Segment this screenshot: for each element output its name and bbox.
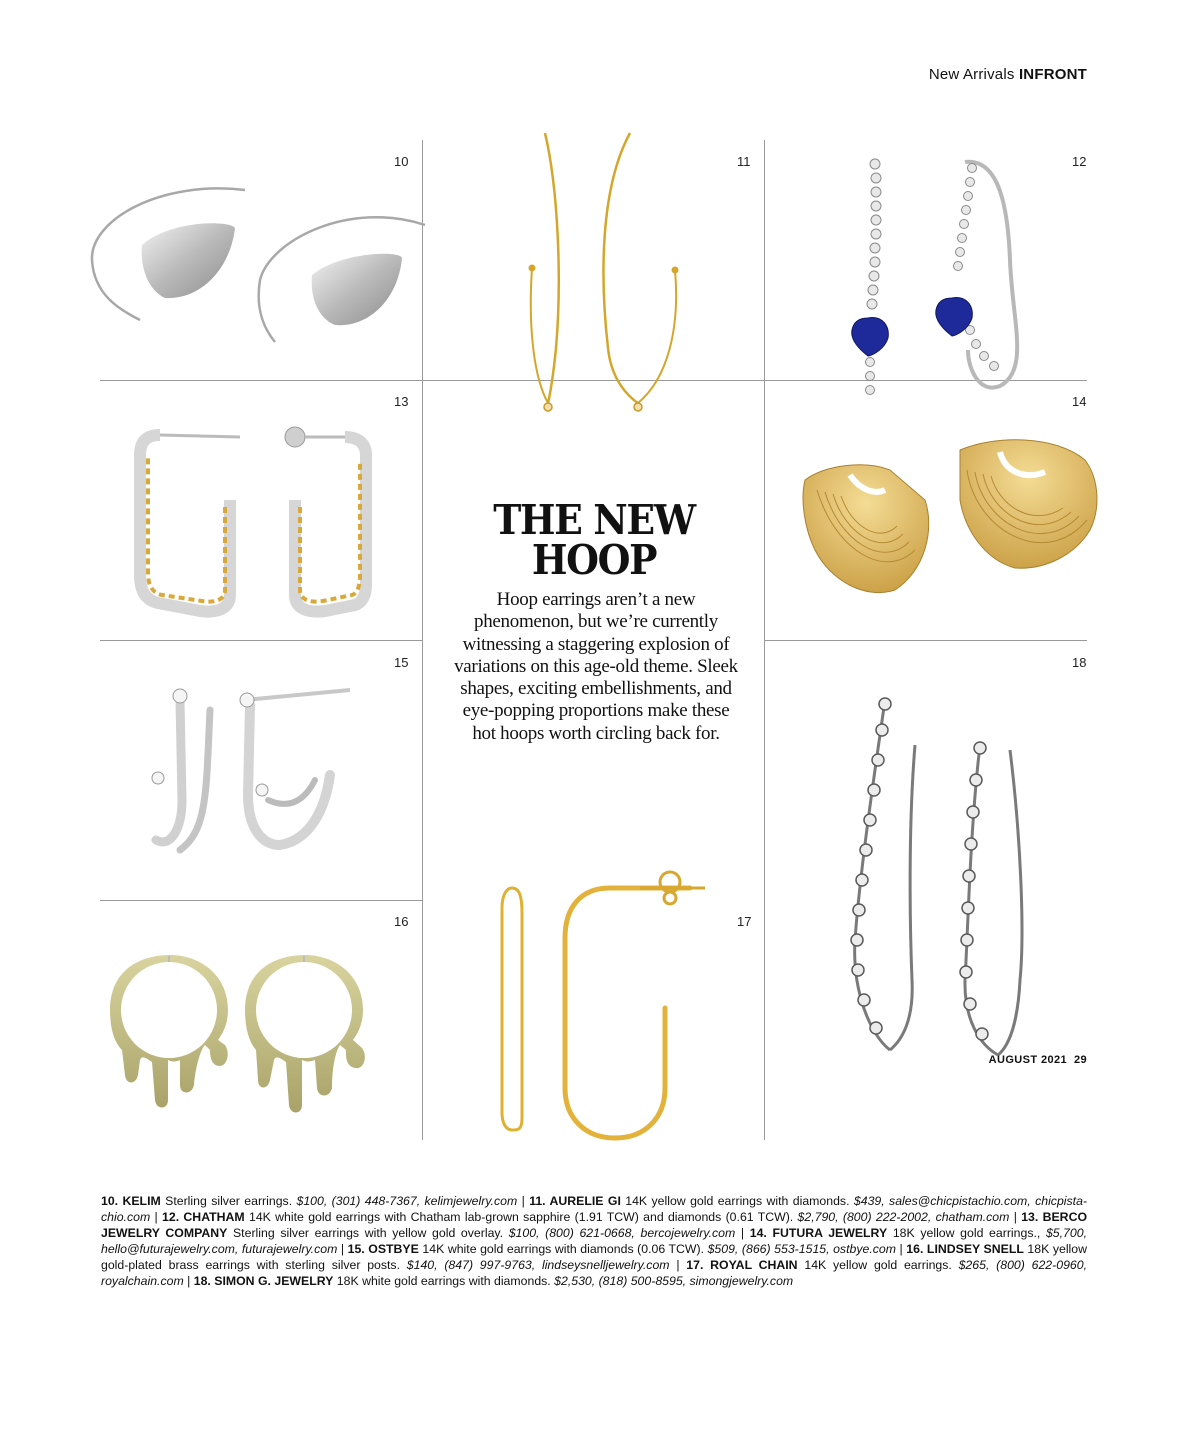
credit-description: Sterling silver earrings.	[160, 1194, 297, 1208]
item-number-13: 13	[394, 394, 409, 409]
item-number-15: 15	[394, 655, 409, 670]
credit-info: $509, (866) 553-1515, ostbye.com	[707, 1242, 896, 1256]
feature-title-line1: THE NEW	[493, 496, 695, 544]
credit-info: $100, (301) 448-7367, kelimjewelry.com	[296, 1194, 518, 1208]
credit-entry	[162, 1210, 1009, 1224]
grid-divider	[765, 640, 1087, 641]
credit-description: 18K yellow gold-plated brass earrings with sterling silver posts.	[101, 1242, 1088, 1272]
earring-image-13	[130, 415, 390, 625]
credit-info: $439, sales@chicpistachio.com, chicpista-chio.com	[101, 1194, 1088, 1224]
credit-brand: 17. ROYAL CHAIN	[686, 1258, 798, 1272]
folio-issue: AUGUST 2021	[988, 1054, 1068, 1066]
credit-brand: 16. LINDSEY SNELL	[906, 1242, 1024, 1256]
grid-divider	[100, 900, 422, 901]
earring-image-11	[500, 128, 700, 428]
credit-entry	[194, 1274, 793, 1288]
page-folio	[989, 1054, 1087, 1066]
grid-divider	[100, 640, 422, 641]
credit-brand: 15. OSTBYE	[347, 1242, 419, 1256]
credit-brand: 14. FUTURA JEWELRY	[749, 1226, 888, 1240]
credit-brand: 11. AURELIE GI	[529, 1194, 621, 1208]
credit-description: 18K white gold earrings with diamonds.	[333, 1274, 555, 1288]
item-number-16: 16	[394, 914, 409, 929]
credit-description: 14K yellow gold earrings with diamonds.	[620, 1194, 854, 1208]
earring-image-10	[80, 160, 440, 380]
credit-info: $2,790, (800) 222-2002, chatham.com	[797, 1210, 1010, 1224]
credit-description: Sterling silver earrings with yellow gold overlay.	[227, 1226, 509, 1240]
credit-brand: 10. KELIM	[101, 1194, 161, 1208]
earring-image-14	[795, 430, 1115, 610]
credit-info: $265, (800) 622-0960, royalchain.com	[101, 1258, 1088, 1288]
item-number-17: 17	[737, 914, 752, 929]
credit-description: 18K yellow gold earrings.,	[887, 1226, 1046, 1240]
item-number-14: 14	[1072, 394, 1087, 409]
credit-info: $5,700, hello@futurajewelry.com, futurajewelry.com	[101, 1226, 1087, 1256]
feature-title-line2: HOOP	[531, 536, 657, 584]
credit-description: 14K yellow gold earrings.	[797, 1258, 959, 1272]
credit-brand: 12. CHATHAM	[162, 1210, 245, 1224]
item-number-10: 10	[394, 154, 409, 169]
credit-description: 14K white gold earrings with Chatham lab-grown sapphire (1.91 TCW) and diamonds (0.61 TCW).	[244, 1210, 798, 1224]
credit-description: 14K white gold earrings with diamonds (0.06 TCW).	[418, 1242, 708, 1256]
earring-image-18	[840, 690, 1060, 1100]
feature-title	[438, 496, 751, 584]
folio-page: 29	[1073, 1054, 1087, 1066]
section-label: New Arrivals	[928, 66, 1015, 83]
product-credits: 10. KELIM Sterling silver earrings. $100, (301) 448-7367, kelimjewelry.com | 11. AURELIE GI 14K yellow gold earrings with diamonds. $439, sales@chicpistachio.com, chicpista-chio.com | 12. CHATHAM 14K white gold earrings with Chatham lab-grown sapphire (1.91 TCW) and diamonds (0.61 TCW). $2,790, (800) 222-2002, chatham.com | 13. BERCO JEWELRY COMPANY Sterling silver earrings with yellow gold overlay. $100, (800) 621-0668, bercojewelry.com | 14. FUTURA JEWELRY 18K yellow gold earrings., $5,700, hello@futurajewelry.com, futurajewelry.com | 15. OSTBYE 14K white gold earrings with diamonds (0.06 TCW). $509, (866) 553-1515, ostbye.com | 16. LINDSEY SNELL 18K yellow gold-plated brass earrings with sterling silver posts. $140, (847) 997-9763, lindseysnelljewelry.com | 17. ROYAL CHAIN 14K yellow gold earrings. $265, (800) 622-0960, royalchain.com | 18. SIMON G. JEWELRY 18K white gold earrings with diamonds. $2,530, (818) 500-8595, simongjewelry.com	[101, 1194, 1088, 1288]
credit-entry	[101, 1194, 517, 1208]
earring-image-15	[140, 680, 380, 870]
earring-image-12	[830, 150, 1050, 410]
credit-info: $2,530, (818) 500-8595, simongjewelry.com	[554, 1274, 794, 1288]
earring-image-17	[490, 868, 730, 1138]
item-number-18: 18	[1072, 655, 1087, 670]
credit-brand: 13. BERCO JEWELRY COMPANY	[101, 1210, 1088, 1240]
item-number-12: 12	[1072, 154, 1087, 169]
item-number-11: 11	[737, 154, 751, 169]
section-name: INFRONT	[1018, 66, 1087, 83]
credit-brand: 18. SIMON G. JEWELRY	[193, 1274, 334, 1288]
credit-info: $140, (847) 997-9763, lindseysnelljewelry.com	[406, 1258, 670, 1272]
feature-intro: Hoop earrings aren’t a new phenomenon, but we’re currently witnessing a staggering explosion of variations on this age-old theme. Sleek shapes, exciting embellishments, and eye-popping proportions make these hot hoops worth circling back for.	[454, 589, 738, 744]
credit-entry	[348, 1242, 896, 1256]
credit-info: $100, (800) 621-0668, bercojewelry.com	[508, 1226, 736, 1240]
earring-image-16	[100, 950, 400, 1130]
running-head	[929, 66, 1087, 83]
